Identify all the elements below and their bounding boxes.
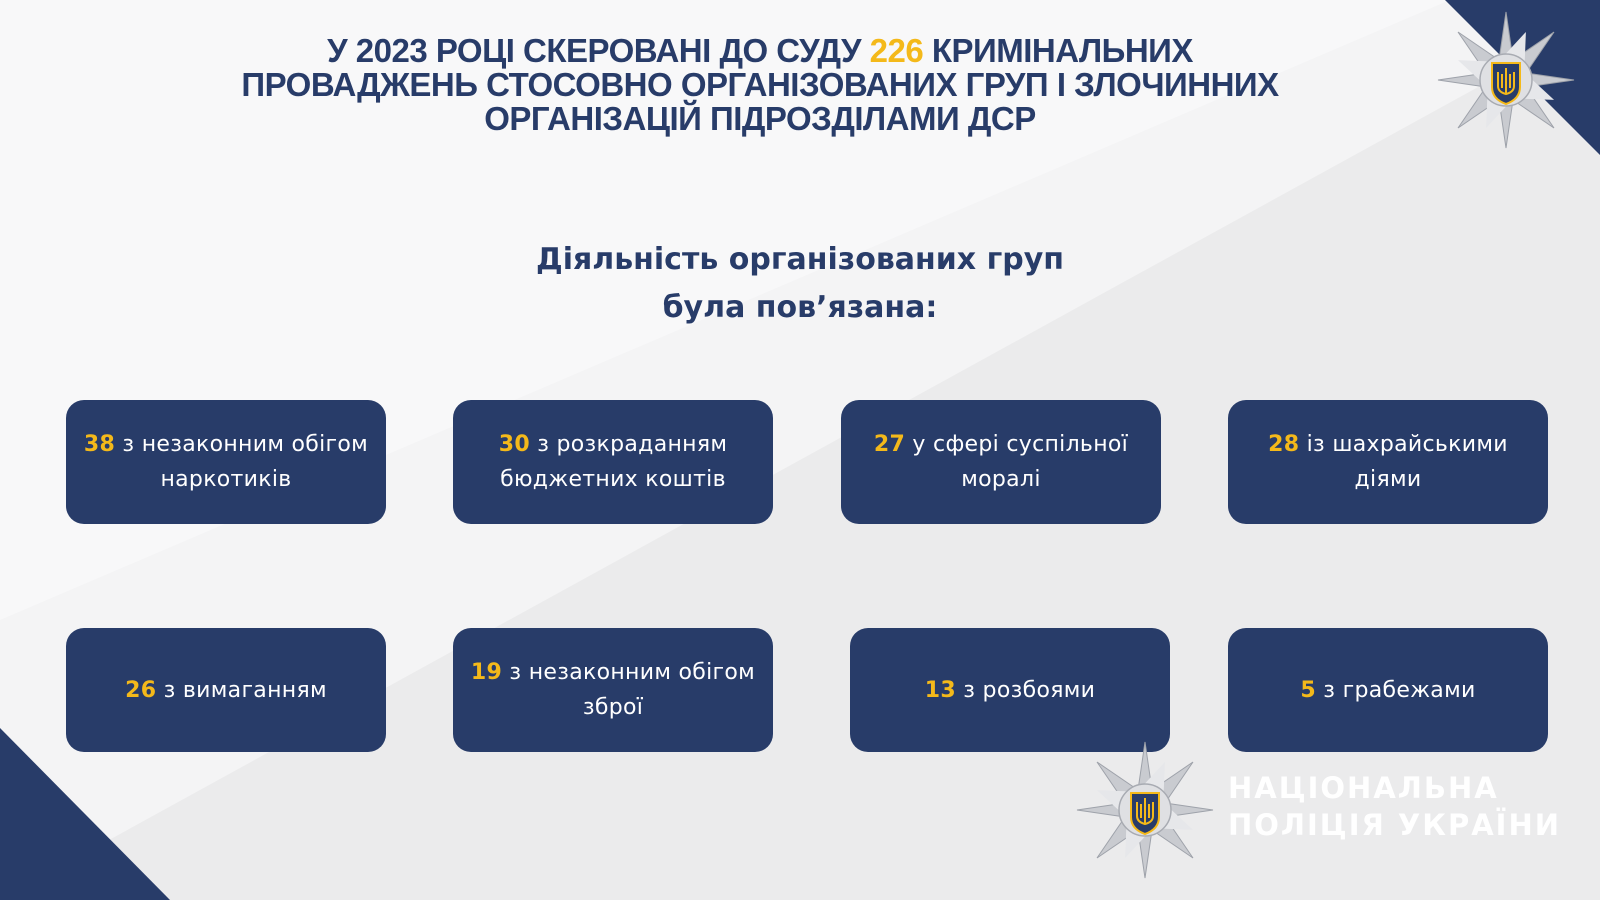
subtitle: [400, 236, 1200, 332]
stat-text: з розбоями: [955, 677, 1096, 703]
stat-card-fraud: [1228, 400, 1548, 524]
headline-line-3: ОРГАНІЗАЦІЙ ПІДРОЗДІЛАМИ ДСР: [484, 100, 1036, 137]
stat-number: 38: [83, 432, 116, 457]
headline-line-2: ПРОВАДЖЕНЬ СТОСОВНО ОРГАНІЗОВАНИХ ГРУП І ЗЛОЧИННИХ: [241, 66, 1279, 103]
subtitle-line-2: була пов’язана:: [662, 290, 938, 325]
stat-number: 26: [125, 677, 157, 703]
stat-card-public-morality: [841, 400, 1161, 524]
stat-text: з грабежами: [1316, 677, 1476, 703]
headline-highlight-number: 226: [869, 32, 924, 69]
stat-text: з вимаганням: [156, 677, 327, 703]
stat-text: з незаконним обігом наркотиків: [115, 432, 369, 492]
brand-name: [1228, 770, 1561, 844]
stat-number: 28: [1268, 432, 1300, 457]
stat-card-budget-theft: [453, 400, 773, 524]
stat-text: із шахрайськими діями: [1299, 432, 1508, 492]
stat-text: у сфері суспільної моралі: [905, 432, 1129, 492]
headline: [160, 34, 1360, 136]
stat-number: 5: [1300, 677, 1316, 703]
brand-line-2: ПОЛІЦІЯ УКРАЇНИ: [1228, 808, 1562, 842]
stat-card-robbery: [850, 628, 1170, 752]
stat-text: з незаконним обігом зброї: [502, 660, 756, 720]
stat-card-extortion: [66, 628, 386, 752]
subtitle-line-1: Діяльність організованих груп: [535, 242, 1065, 277]
police-star-emblem-icon: [1075, 740, 1215, 880]
stat-number: 19: [470, 660, 503, 685]
stat-card-drugs: [66, 400, 386, 524]
stat-number: 30: [498, 432, 530, 457]
brand-line-1: НАЦІОНАЛЬНА: [1228, 771, 1499, 805]
stat-text: з розкраданням бюджетних коштів: [500, 432, 728, 492]
stat-number: 27: [873, 432, 906, 457]
stat-card-weapons: [453, 628, 773, 752]
stat-number: 13: [924, 677, 956, 703]
stat-card-mugging: [1228, 628, 1548, 752]
police-star-emblem-icon: [1436, 10, 1576, 150]
headline-line-1: У 2023 РОЦІ СКЕРОВАНІ ДО СУДУ 226 КРИМІНАЛЬНИХ: [327, 32, 1193, 69]
